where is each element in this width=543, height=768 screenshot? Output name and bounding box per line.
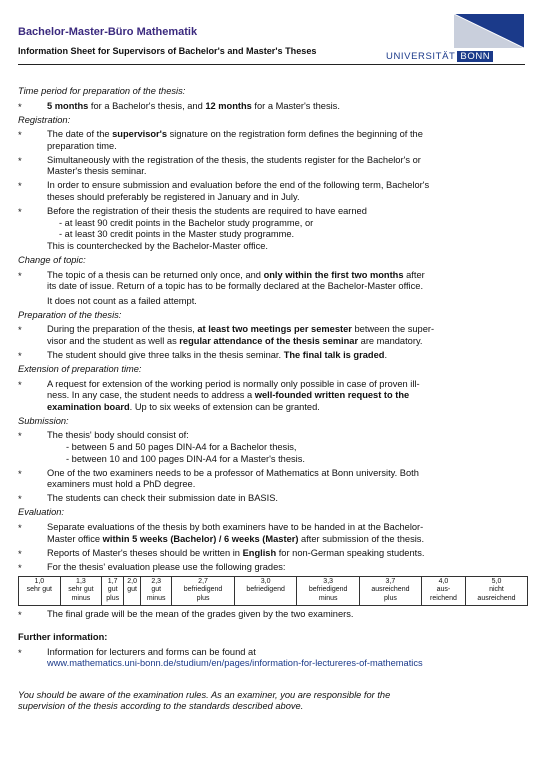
bullet: * [18,647,22,659]
item-text: For the thesis' evaluation please use the following grades: [47,561,286,572]
item-text: The date of the [47,129,113,140]
list-item [18,647,528,670]
item-text: signature on the registration form defines the beginning of the [167,129,423,140]
grade-cell: 5,0 nicht ausreichend [465,576,527,605]
list-item [18,609,528,621]
logo-word: UNIVERSITÄT [386,51,456,62]
grade-table [18,576,528,606]
grade-cell: 2,7 befriedigend plus [172,576,235,605]
section-heading-preparation: Preparation of the thesis: [18,309,122,320]
grade-cell: 3,0 befriedigend [234,576,297,605]
bullet: * [18,155,22,167]
grade-table-row [19,576,528,605]
grade-cell: 2,0 gut [124,576,141,605]
bullet: * [18,270,22,282]
closing-text: supervision of the thesis according to the standards described above. [18,701,304,712]
list-item [18,522,528,545]
item-text: Information for lecturers and forms can be found at [47,646,256,657]
bullet: * [18,379,22,391]
bullet: * [18,562,22,574]
emphasis: 12 months [205,100,252,111]
list-item [18,155,528,178]
item-text: Master's thesis seminar. [47,166,147,177]
item-text: Separate evaluations of the thesis by both examiners have to be handed in at the Bachelor- [47,521,424,532]
item-text: This is counterchecked by the Bachelor-Master office. [47,240,268,251]
emphasis: regular attendance of the thesis seminar [179,335,359,346]
list-item [18,350,528,362]
bullet: * [18,325,22,337]
bullet: * [18,522,22,534]
list-item [18,562,528,574]
item-text: for a Master's thesis. [251,100,340,111]
item-text: after [403,269,425,280]
closing-note [18,690,528,713]
section-heading-registration: Registration: [18,114,71,125]
item-text: One of the two examiners needs to be a professor of Mathematics at Bonn university. Both [47,467,419,478]
emphasis: well-founded written request to the [254,390,410,401]
section-heading-change-of-topic: Change of topic: [18,255,86,266]
list-item [18,493,528,505]
item-text: preparation time. [47,140,117,151]
university-logo [386,14,526,60]
grade-cell: 4,0 aus- reichend [421,576,465,605]
item-text: for a Bachelor's thesis, and [88,100,206,111]
logo-box: BONN [457,51,493,62]
emphasis: examination board [47,401,130,412]
bullet: * [18,468,22,480]
list-item [18,129,528,152]
emphasis: at least two meetings per semester [197,324,352,335]
bullet: * [18,130,22,142]
header-divider [18,64,525,65]
item-text: Reports of Master's theses should be written in [47,547,243,558]
emphasis: only within the first two months [263,269,404,280]
list-item [18,379,528,414]
list-item [18,180,528,203]
item-text: - between 5 and 50 pages DIN-A4 for a Bachelor thesis, [66,441,297,452]
emphasis: English [242,547,277,558]
bullet: * [18,494,22,506]
grade-cell: 2,3 gut minus [141,576,172,605]
section-heading-further-information: Further information: [18,632,108,643]
university-logo-wordmark [386,51,493,62]
item-text: theses should preferably be registered in January and in July. [47,192,300,203]
item-text: A request for extension of the working period is normally only possible in case of proven ill- [47,378,420,389]
office-title: Bachelor-Master-Büro Mathematik [18,26,198,38]
section-heading-submission: Submission: [18,415,69,426]
bullet: * [18,207,22,219]
item-text: - between 10 and 100 pages DIN-A4 for a Master's thesis. [66,453,305,464]
section-heading-extension: Extension of preparation time: [18,364,142,375]
item-text: It does not count as a failed attempt. [47,295,197,306]
item-text: The final grade will be the mean of the grades given by the two examiners. [47,608,354,619]
item-text: are mandatory. [358,335,423,346]
list-item [18,206,528,252]
section-heading-evaluation: Evaluation: [18,507,64,518]
item-text: examiners must hold a PhD degree. [47,479,196,490]
item-text: Simultaneously with the registration of the thesis, the students register for the Bachelor's or [47,154,421,165]
item-text: The topic of a thesis can be returned only once, and [47,269,264,280]
bullet: * [18,609,22,621]
closing-text: You should be aware of the examination rules. As an examiner, you are responsible for the [18,689,391,700]
grade-cell: 1,7 gut plus [102,576,124,605]
section-heading-time-period: Time period for preparation of the thesis: [18,86,186,96]
main-content [18,86,528,713]
document-title: Information Sheet for Supervisors of Bachelor's and Master's Theses [18,46,317,56]
bullet: * [18,351,22,362]
university-logo-mark-icon [454,14,524,48]
emphasis: The final talk is graded [283,350,385,360]
item-text: - at least 30 credit points in the Master study programme. [59,229,295,240]
item-text: . Up to six weeks of extension can be granted. [129,401,320,412]
item-text: The thesis' body should consist of: [47,430,189,441]
list-item [18,101,528,113]
grade-cell: 3,3 befriedigend minus [297,576,360,605]
grade-cell: 1,0 sehr gut [19,576,61,605]
information-link[interactable]: www.mathematics.uni-bonn.de/studium/en/pages/information-for-lectureres-of-mathematics [47,658,423,669]
item-text: During the preparation of the thesis, [47,324,198,335]
bullet: * [18,431,22,443]
list-item [18,324,528,347]
bullet: * [18,181,22,193]
list-item [18,468,528,491]
item-text: Master office [47,533,103,544]
emphasis: 5 months [47,100,89,111]
item-text: - at least 90 credit points in the Bachelor study programme, or [59,217,314,228]
item-text: for non-German speaking students. [276,547,425,558]
item-text: In order to ensure submission and evaluation before the end of the following term, Bachelor's [47,180,430,191]
grade-cell: 1,3 sehr gut minus [60,576,102,605]
item-text: its date of issue. Return of a topic has to be formally declared at the Bachelor-Master office. [47,281,424,292]
item-text: ness. In any case, the student needs to address a [47,390,255,401]
item-text: Before the registration of their thesis the students are required to have earned [47,206,367,217]
item-text: after submission of the thesis. [298,533,425,544]
grade-cell: 3,7 ausreichend plus [359,576,421,605]
list-item [18,270,528,308]
item-text: between the super- [351,324,435,335]
list-item [18,548,528,560]
item-text: The students can check their submission date in BASIS. [47,493,278,504]
emphasis: supervisor's [112,129,168,140]
item-text: The student should give three talks in the thesis seminar. [47,350,284,360]
list-item [18,430,528,465]
emphasis: within 5 weeks (Bachelor) / 6 weeks (Master) [102,533,299,544]
bullet: * [18,548,22,560]
item-text: . [384,350,388,360]
item-text: visor and the student as well as [47,335,180,346]
bullet: * [18,101,22,113]
